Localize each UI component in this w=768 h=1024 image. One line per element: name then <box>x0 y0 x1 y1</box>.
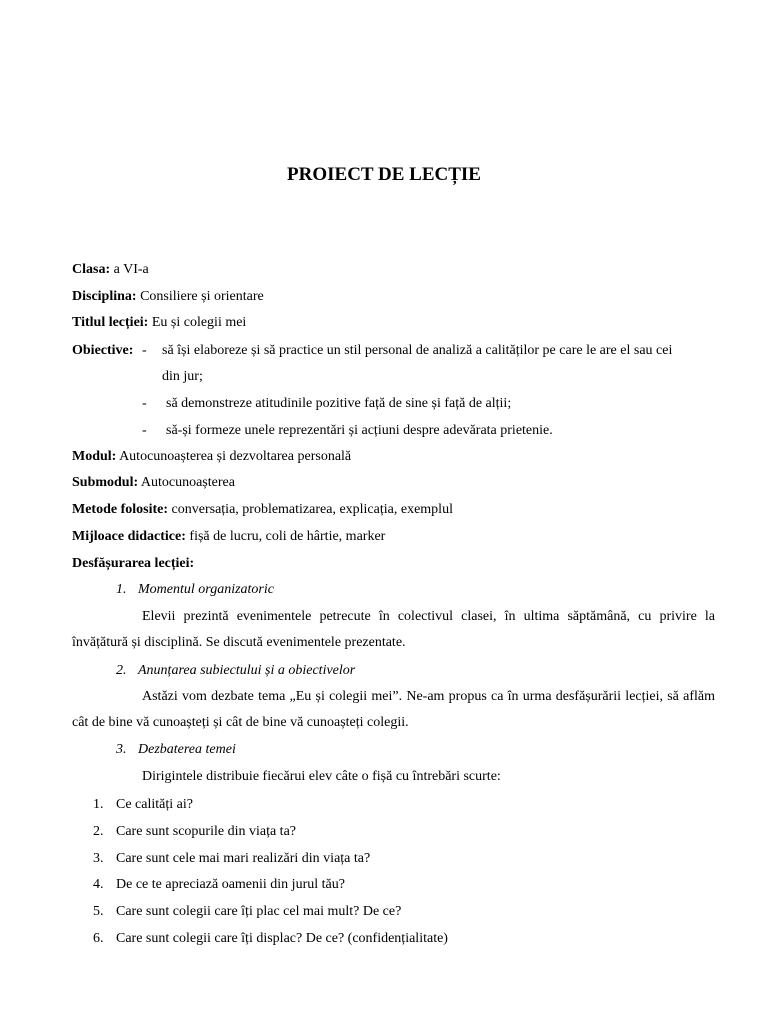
field-label: Titlul lecției: <box>72 315 149 330</box>
field-metode <box>72 501 453 519</box>
field-disciplina <box>72 288 264 306</box>
field-value: fișă de lucru, coli de hârtie, marker <box>185 529 386 544</box>
field-value: a VI-a <box>110 262 149 277</box>
question-number: 6. <box>93 931 104 946</box>
field-desfasurarea <box>72 555 194 573</box>
field-modul <box>72 448 351 466</box>
question-number: 2. <box>93 824 104 839</box>
field-clasa <box>72 261 149 279</box>
field-mijloace <box>72 528 385 546</box>
section-title: Momentul organizatoric <box>138 582 274 597</box>
question-text: Care sunt cele mai mari realizări din viața ta? <box>116 851 371 866</box>
objective-text: să își elaboreze și să practice un stil personal de analiză a calităților pe care le are el sau cei <box>162 343 673 358</box>
objective-bullet: - <box>142 423 147 438</box>
field-label: Disciplina: <box>72 289 137 304</box>
section-paragraph: Elevii prezintă evenimentele petrecute în colectivul clasei, în ultima săptămână, cu privire la învățătură și disciplină. Se discută evenimentele prezentate. <box>72 609 715 650</box>
section-title: Dezbaterea temei <box>138 742 236 757</box>
section-number: 3. <box>116 742 127 757</box>
field-label: Obiective: <box>72 343 134 358</box>
question-text: Care sunt colegii care îți plac cel mai mult? De ce? <box>116 904 402 919</box>
field-obiective <box>72 342 133 360</box>
objective-bullet: - <box>142 396 147 411</box>
field-label: Metode folosite: <box>72 502 169 517</box>
question-number: 1. <box>93 797 104 812</box>
field-titlul-lectiei <box>72 314 246 332</box>
section-number: 1. <box>116 582 127 597</box>
objective-bullet: - <box>142 343 147 358</box>
field-label: Mijloace didactice: <box>72 529 186 544</box>
question-number: 4. <box>93 877 104 892</box>
question-text: De ce te apreciază oamenii din jurul tău? <box>116 877 345 892</box>
field-submodul <box>72 474 235 492</box>
field-label: Submodul: <box>72 475 139 490</box>
field-label: Clasa: <box>72 262 111 277</box>
objective-text-continued: din jur; <box>162 369 203 384</box>
field-value: Eu și colegii mei <box>148 315 247 330</box>
field-label: Modul: <box>72 449 117 464</box>
document-title: PROIECT DE LECȚIE <box>287 164 481 185</box>
field-value: conversația, problematizarea, explicația, exemplul <box>168 502 453 517</box>
field-value: Autocunoașterea <box>138 475 235 490</box>
field-label: Desfășurarea lecției: <box>72 556 195 571</box>
section-title: Anunțarea subiectului și a obiectivelor <box>138 663 356 678</box>
section-number: 2. <box>116 663 127 678</box>
section-paragraph: Astăzi vom dezbate tema „Eu și colegii mei”. Ne-am propus ca în urma desfășurării lecției, să aflăm cât de bine vă cunoașteți și cât de bine vă cunoașteți colegii. <box>72 689 715 730</box>
question-number: 5. <box>93 904 104 919</box>
question-text: Care sunt colegii care îți displac? De ce? (confidențialitate) <box>116 931 448 946</box>
objective-text: să-și formeze unele reprezentări și acțiuni despre adevărata prietenie. <box>166 423 553 438</box>
objective-text: să demonstreze atitudinile pozitive față de sine și față de alții; <box>166 396 512 411</box>
field-value: Autocunoașterea și dezvoltarea personală <box>116 449 352 464</box>
field-value: Consiliere și orientare <box>136 289 264 304</box>
question-text: Ce calități ai? <box>116 797 193 812</box>
question-number: 3. <box>93 851 104 866</box>
question-text: Care sunt scopurile din viața ta? <box>116 824 296 839</box>
section-paragraph: Dirigintele distribuie fiecărui elev câte o fișă cu întrebări scurte: <box>142 769 501 784</box>
